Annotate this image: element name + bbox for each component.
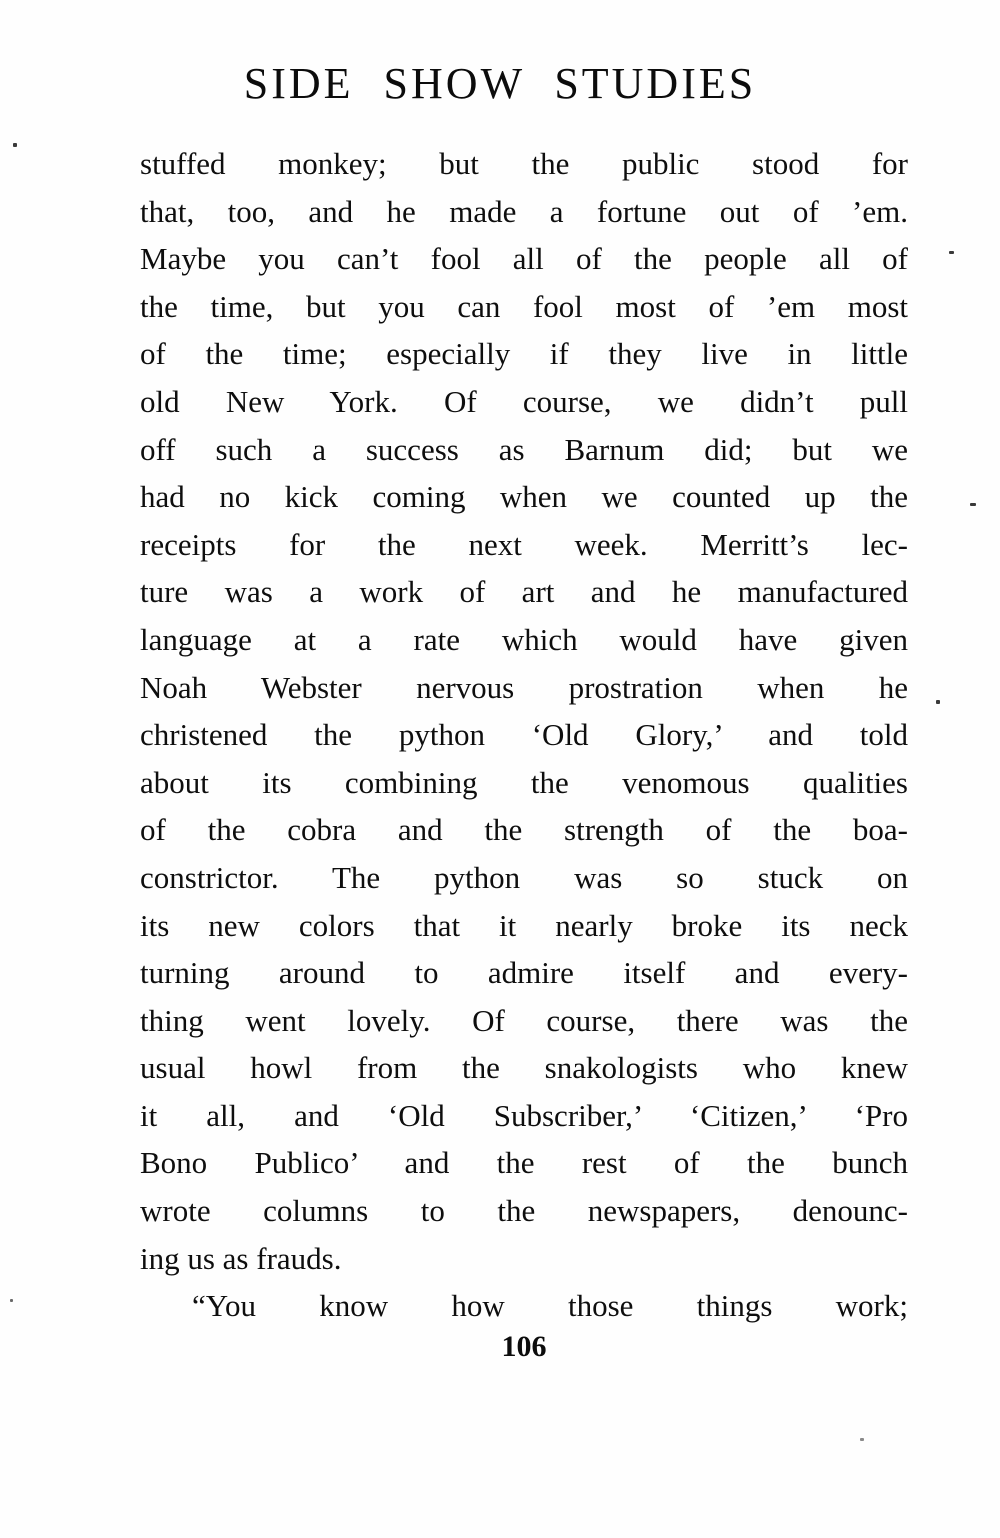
text-line: Noah Webster nervous prostration when he [140,669,908,705]
text-line: stuffed monkey; but the public stood for [140,146,908,181]
text-line: thing went lovely. Of course, there was the [140,1002,908,1038]
text-line: about its combining the venomous qualities [140,764,908,800]
text-line: old New York. Of course, we didn’t pull [140,383,908,419]
page-number: 106 [501,1330,547,1363]
text-line: its new colors that it nearly broke its neck [140,907,908,943]
text-line: that, too, and he made a fortune out of ’em. [140,193,908,229]
scan-speck [970,503,976,506]
text-line-paragraph-start: “You know how those things work; [192,1288,908,1324]
scan-speck [13,143,17,147]
text-line: receipts for the next week. Merritt’s lec- [140,526,908,562]
scan-speck [949,251,954,254]
text-line: the time, but you can fool most of ’em most [140,288,908,324]
text-line: language at a rate which would have given [140,621,908,657]
text-line: usual howl from the snakologists who knew [140,1050,908,1086]
text-line: off such a success as Barnum did; but we [140,431,908,467]
text-line: christened the python ‘Old Glory,’ and told [140,717,908,753]
scan-speck [936,700,940,704]
page-header: SIDE SHOW STUDIES [243,59,757,108]
text-line: Maybe you can’t fool all of the people all of [140,241,908,277]
text-line: constrictor. The python was so stuck on [140,859,908,895]
text-line: turning around to admire itself and every- [140,955,908,991]
text-line: wrote columns to the newspapers, denounc- [140,1193,908,1229]
text-line: ture was a work of art and he manufactured [140,574,908,610]
text-line: it all, and ‘Old Subscriber,’ ‘Citizen,’ ‘Pro [140,1097,908,1133]
scan-speck [10,1299,13,1302]
text-line-paragraph-end: ing us as frauds. [140,1240,342,1276]
scan-speck [860,1438,864,1441]
body-text [140,140,908,1330]
text-line: had no kick coming when we counted up the [140,479,908,515]
text-line: of the time; especially if they live in little [140,336,908,372]
text-line: of the cobra and the strength of the boa- [140,812,908,848]
text-line: Bono Publico’ and the rest of the bunch [140,1145,908,1181]
